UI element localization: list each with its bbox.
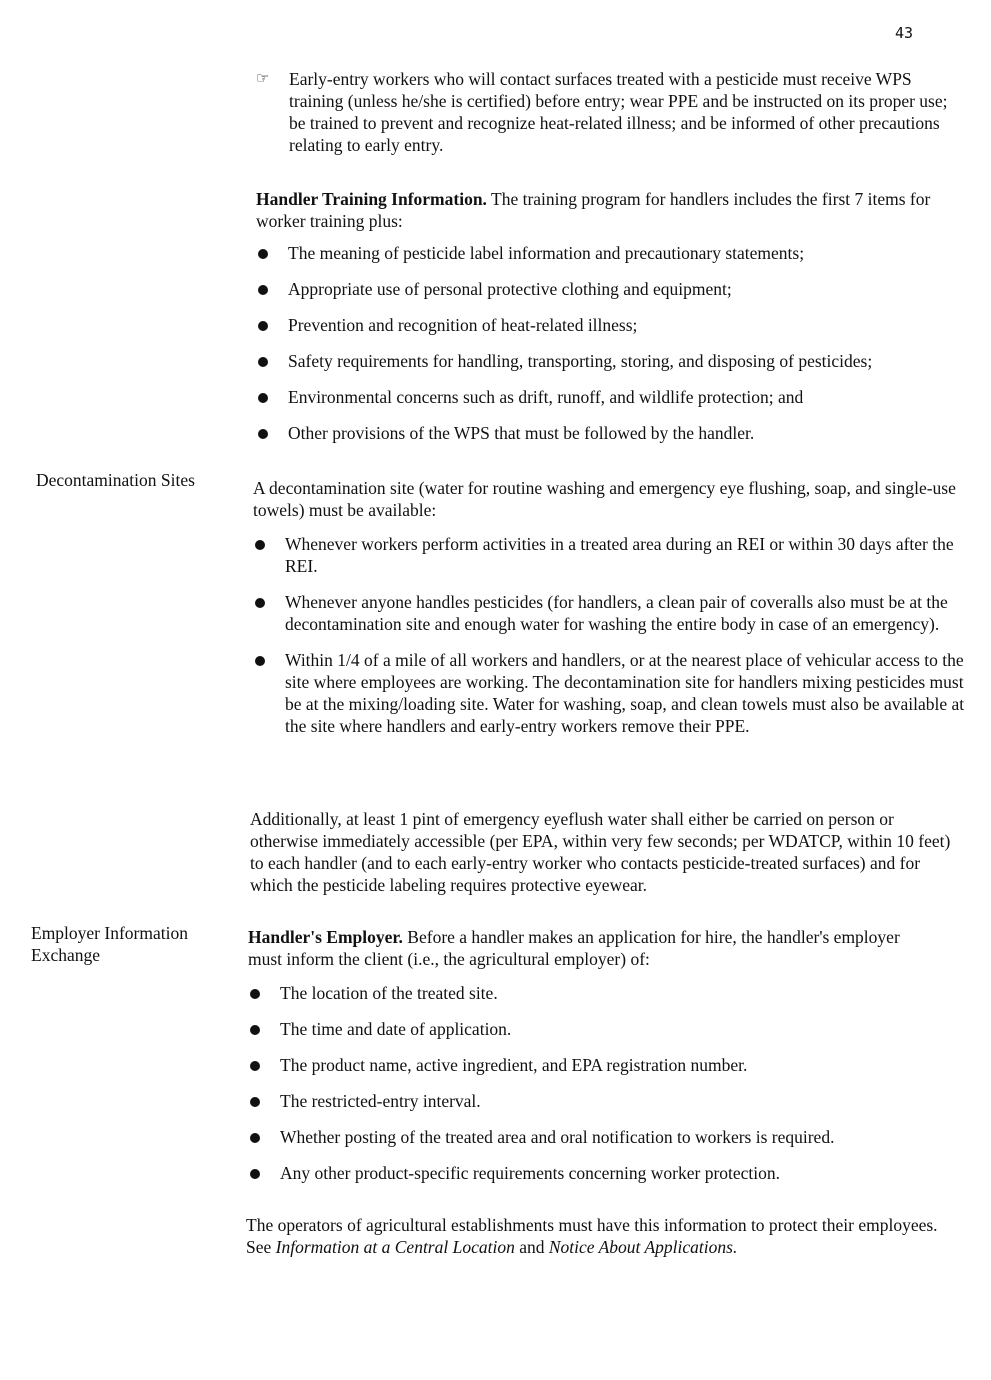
decontamination-section <box>253 477 965 737</box>
list-item: Prevention and recognition of heat-related illness; <box>256 314 961 336</box>
handler-training-list <box>256 242 961 444</box>
early-entry-text: Early-entry workers who will contact surfaces treated with a pesticide must receive WPS training (unless he/she is certified) before entry; wear PPE and be instructed on its proper use; be trained to prevent and recognize heat-related illness; and be informed of other precautions relating to early entry. <box>289 69 948 155</box>
bullet-icon <box>250 989 260 999</box>
eyeflush-paragraph <box>250 808 962 896</box>
reference-central-location: Information at a Central Location <box>275 1237 515 1257</box>
decontamination-side-label: Decontamination Sites <box>36 470 195 490</box>
list-item: The meaning of pesticide label information and precautionary statements; <box>256 242 961 264</box>
page-number: 43 <box>895 24 914 42</box>
list-item: Within 1/4 of a mile of all workers and handlers, or at the nearest place of vehicular access to the site where employees are working. The decontamination site for handlers mixing pesticides must be at the mixing/loading site. Water for washing, soap, and clean towels must also be available at the site where handlers and early-entry workers remove their PPE. <box>253 649 965 737</box>
list-item: Safety requirements for handling, transporting, storing, and disposing of pesticides; <box>256 350 961 372</box>
handler-training-section <box>256 188 961 444</box>
pointing-hand-icon: ☞ <box>256 71 270 87</box>
employer-exchange-label-line1: Employer Information <box>31 923 188 943</box>
list-item: The time and date of application. <box>248 1018 928 1040</box>
list-item: Whenever anyone handles pesticides (for handlers, a clean pair of coveralls also must be at the decontamination site and enough water for washing the entire body in case of an emergency). <box>253 591 965 635</box>
list-item: Any other product-specific requirements concerning worker protection. <box>248 1162 928 1184</box>
bullet-icon <box>250 1169 260 1179</box>
list-item: Other provisions of the WPS that must be followed by the handler. <box>256 422 961 444</box>
handler-employer-intro <box>248 926 928 970</box>
eyeflush-text: Additionally, at least 1 pint of emergency eyeflush water shall either be carried on person or otherwise immediately accessible (per EPA, within very few seconds; per WDATCP, within 10 feet) to each handler (and to each early-entry worker who contacts pesticide-treated surfaces) and for which the pesticide labeling requires protective eyewear. <box>250 809 951 895</box>
decontamination-list <box>253 533 965 737</box>
closing-paragraph <box>246 1214 946 1258</box>
list-item: Whether posting of the treated area and oral notification to workers is required. <box>248 1126 928 1148</box>
list-item: Appropriate use of personal protective clothing and equipment; <box>256 278 961 300</box>
bullet-icon <box>258 321 268 331</box>
list-item: Environmental concerns such as drift, runoff, and wildlife protection; and <box>256 386 961 408</box>
list-item: The location of the treated site. <box>248 982 928 1004</box>
bullet-icon <box>250 1025 260 1035</box>
handler-employer-intro-text: Before a handler makes an application for hire, the handler's employer must inform the client (i.e., the agricultural employer) of: <box>248 927 900 969</box>
employer-exchange-section <box>248 926 928 1184</box>
bullet-icon <box>255 540 265 550</box>
bullet-icon <box>250 1133 260 1143</box>
bullet-icon <box>255 656 265 666</box>
bullet-icon <box>258 249 268 259</box>
bullet-icon <box>255 598 265 608</box>
early-entry-note <box>256 68 961 156</box>
list-item: The restricted-entry interval. <box>248 1090 928 1112</box>
bullet-icon <box>258 429 268 439</box>
bullet-icon <box>258 285 268 295</box>
list-item: Whenever workers perform activities in a treated area during an REI or within 30 days after the REI. <box>253 533 965 577</box>
employer-exchange-label-line2: Exchange <box>31 945 100 965</box>
bullet-icon <box>250 1097 260 1107</box>
bullet-icon <box>250 1061 260 1071</box>
reference-notice-applications: Notice About Applications. <box>548 1237 738 1257</box>
bullet-icon <box>258 357 268 367</box>
closing-text: The operators of agricultural establishments must have this information to protect their employees. See Information at a Central Location and Notice About Applications. <box>246 1215 938 1257</box>
handler-employer-heading: Handler's Employer. <box>248 927 403 947</box>
bullet-icon <box>258 393 268 403</box>
list-item: The product name, active ingredient, and EPA registration number. <box>248 1054 928 1076</box>
handler-training-intro <box>256 188 961 232</box>
handler-training-intro-text: The training program for handlers includes the first 7 items for worker training plus: <box>256 189 931 231</box>
decontamination-intro: A decontamination site (water for routine washing and emergency eye flushing, soap, and single-use towels) must be available: <box>253 478 956 520</box>
handler-training-heading: Handler Training Information. <box>256 189 487 209</box>
employer-exchange-list <box>248 982 928 1184</box>
employer-exchange-side-label <box>31 922 231 966</box>
